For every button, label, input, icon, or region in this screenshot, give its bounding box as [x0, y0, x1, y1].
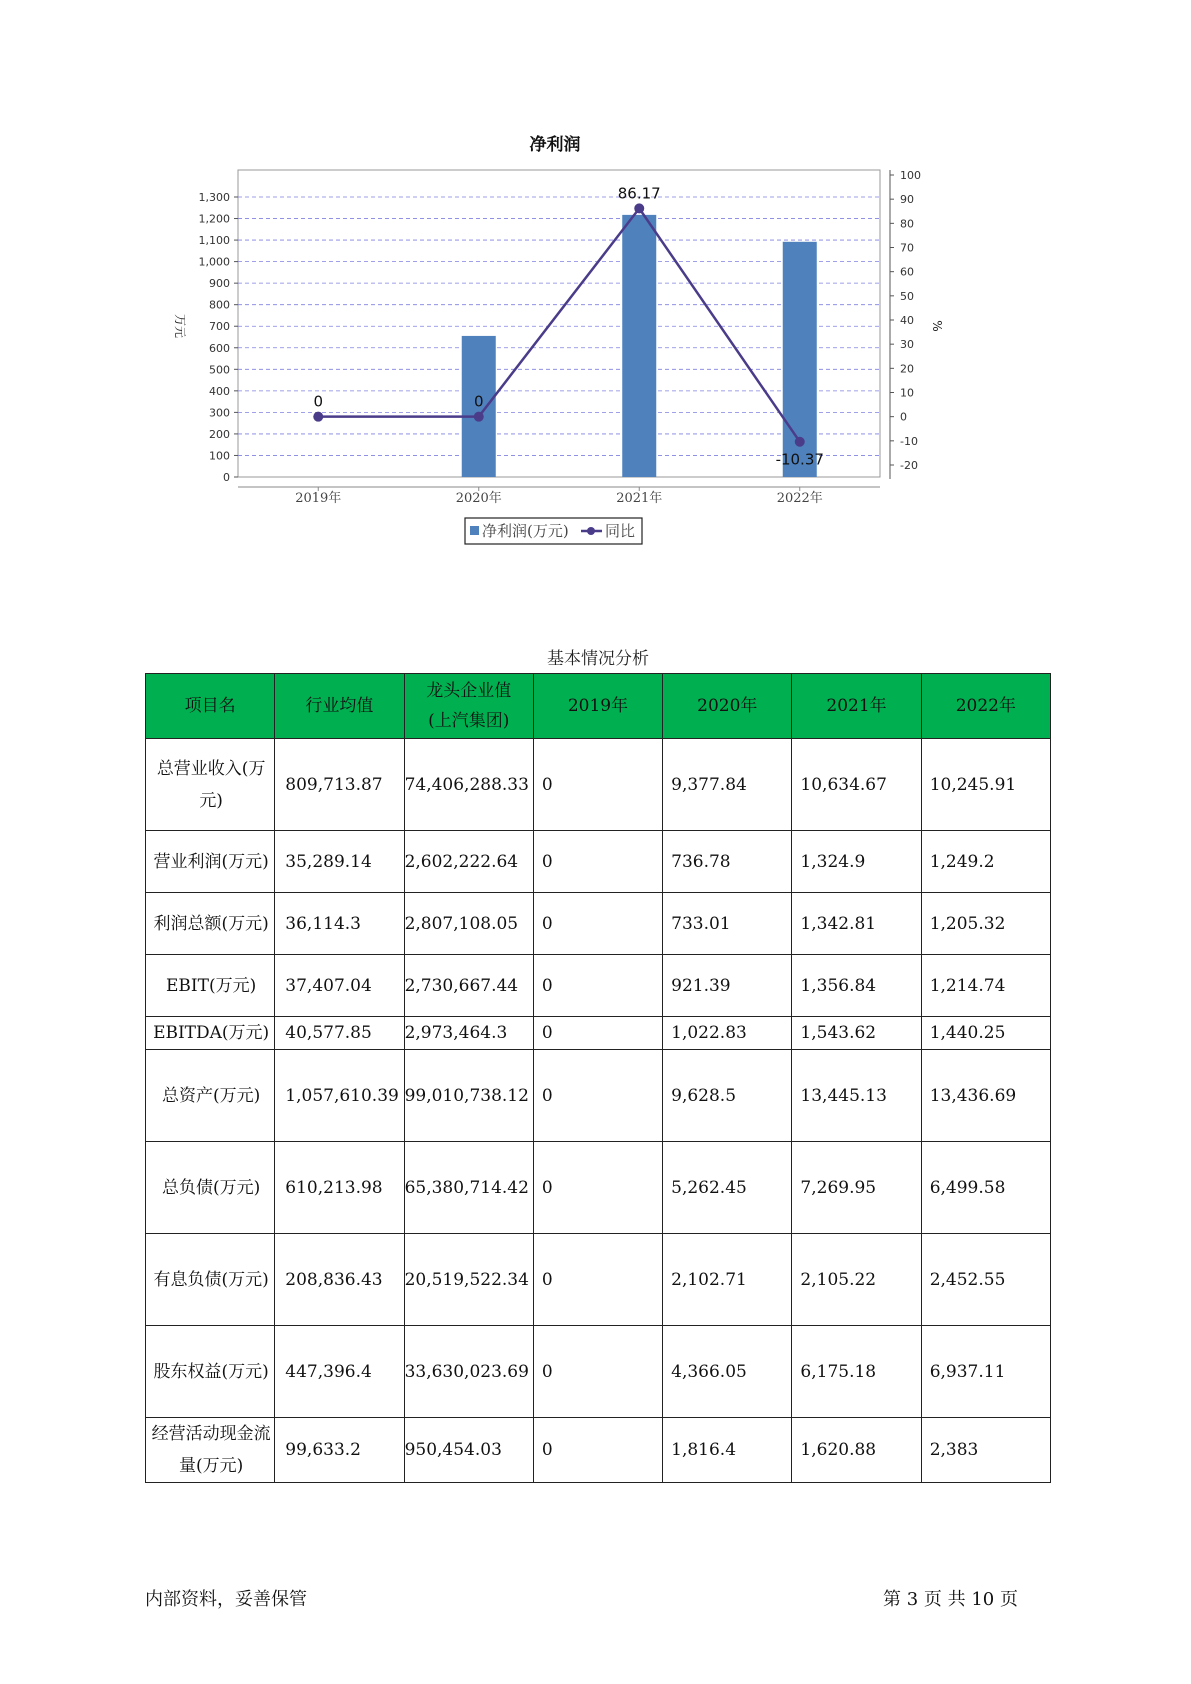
cell-item-name: 总负债(万元) [146, 1142, 275, 1234]
y2-tick-label: 80 [900, 217, 914, 231]
cell-2022: 1,214.74 [921, 955, 1050, 1017]
cell-2019: 0 [533, 1234, 662, 1326]
y-tick-label: 1,300 [198, 191, 230, 204]
cell-2020: 5,262.45 [663, 1142, 792, 1234]
cell-industry-avg: 35,289.14 [275, 831, 404, 893]
cell-leader-value: 2,602,222.64 [404, 831, 533, 893]
table-title: 基本情况分析 [547, 649, 649, 669]
cell-item-name: 利润总额(万元) [146, 893, 275, 955]
cell-2022: 13,436.69 [921, 1050, 1050, 1142]
y-tick-label: 500 [209, 363, 230, 377]
table-row [146, 1326, 1051, 1418]
cell-2022: 2,452.55 [921, 1234, 1050, 1326]
header-2020: 2020年 [663, 674, 792, 739]
net-profit-chart [150, 130, 1030, 600]
y-tick-label: 1,100 [198, 234, 230, 248]
cell-industry-avg: 36,114.3 [275, 893, 404, 955]
y2-tick-label: 30 [900, 338, 914, 352]
cell-2019: 0 [533, 739, 662, 831]
point-yoy [474, 412, 484, 422]
cell-2019: 0 [533, 1050, 662, 1142]
cell-industry-avg: 40,577.85 [275, 1017, 404, 1050]
table-row [146, 1418, 1051, 1483]
table-row [146, 831, 1051, 893]
table-row [146, 1017, 1051, 1050]
data-label-yoy: -10.37 [775, 450, 824, 469]
y2-tick-label: 20 [900, 362, 914, 376]
cell-2020: 4,366.05 [663, 1326, 792, 1418]
y-tick-label: 1,200 [198, 212, 230, 226]
cell-industry-avg: 99,633.2 [275, 1418, 404, 1483]
header-2021: 2021年 [792, 674, 921, 739]
cell-2022: 10,245.91 [921, 739, 1050, 831]
legend-swatch-bar [470, 526, 479, 535]
x-tick-label: 2019年 [295, 491, 342, 506]
cell-2019: 0 [533, 831, 662, 893]
cell-industry-avg: 610,213.98 [275, 1142, 404, 1234]
y-tick-label: 800 [209, 298, 230, 312]
cell-2020: 9,628.5 [663, 1050, 792, 1142]
line-yoy [318, 208, 800, 441]
cell-industry-avg: 1,057,610.39 [275, 1050, 404, 1142]
cell-2021: 1,324.9 [792, 831, 921, 893]
cell-industry-avg: 208,836.43 [275, 1234, 404, 1326]
y-tick-label: 400 [209, 384, 230, 398]
cell-2022: 6,499.58 [921, 1142, 1050, 1234]
footer-page-number: 第 3 页 共 10 页 [883, 1589, 1018, 1610]
cell-2022: 1,249.2 [921, 831, 1050, 893]
cell-2020: 1,022.83 [663, 1017, 792, 1050]
point-yoy [634, 203, 644, 213]
y-tick-label: 900 [209, 277, 230, 291]
y-tick-label: 600 [209, 341, 230, 355]
y-tick-label: 200 [209, 427, 230, 441]
point-yoy [795, 437, 805, 447]
table-row [146, 1234, 1051, 1326]
cell-2021: 1,342.81 [792, 893, 921, 955]
cell-leader-value: 2,807,108.05 [404, 893, 533, 955]
y2-tick-label: 50 [900, 289, 914, 303]
y2-tick-label: 100 [900, 169, 921, 182]
y2-axis-label: % [930, 320, 944, 332]
cell-2021: 10,634.67 [792, 739, 921, 831]
cell-2019: 0 [533, 893, 662, 955]
cell-industry-avg: 447,396.4 [275, 1326, 404, 1418]
header-2022: 2022年 [921, 674, 1050, 739]
cell-2022: 1,440.25 [921, 1017, 1050, 1050]
y2-tick-label: -20 [900, 459, 918, 472]
y2-tick-label: 40 [900, 314, 914, 327]
y-axis-label: 万元 [173, 313, 187, 339]
cell-2021: 1,356.84 [792, 955, 921, 1017]
table-row [146, 1050, 1051, 1142]
cell-item-name: 总资产(万元) [146, 1050, 275, 1142]
legend-label-yoy: 同比 [605, 522, 636, 540]
cell-2019: 0 [533, 1418, 662, 1483]
cell-2019: 0 [533, 1142, 662, 1234]
cell-leader-value: 2,973,464.3 [404, 1017, 533, 1050]
cell-industry-avg: 37,407.04 [275, 955, 404, 1017]
cell-2019: 0 [533, 1017, 662, 1050]
cell-industry-avg: 809,713.87 [275, 739, 404, 831]
cell-item-name: 股东权益(万元) [146, 1326, 275, 1418]
x-tick-label: 2021年 [616, 491, 663, 506]
cell-2021: 2,105.22 [792, 1234, 921, 1326]
legend-swatch-point [587, 527, 595, 535]
cell-2020: 921.39 [663, 955, 792, 1017]
cell-2020: 736.78 [663, 831, 792, 893]
cell-2021: 6,175.18 [792, 1326, 921, 1418]
cell-2021: 1,543.62 [792, 1017, 921, 1050]
point-yoy [313, 412, 323, 422]
x-tick-label: 2022年 [776, 491, 823, 506]
data-label-yoy: 0 [313, 392, 324, 411]
header-leader-line1: 龙头企业值 [426, 681, 512, 701]
y2-tick-label: 90 [900, 193, 914, 207]
header-item-name: 项目名 [146, 674, 275, 739]
cell-item-name: EBIT(万元) [146, 955, 275, 1017]
legend-label-net-profit: 净利润(万元) [482, 522, 569, 540]
cell-2020: 9,377.84 [663, 739, 792, 831]
cell-leader-value: 99,010,738.12 [404, 1050, 533, 1142]
footer-confidential-note: 内部资料，妥善保管 [145, 1589, 307, 1610]
cell-leader-value: 65,380,714.42 [404, 1142, 533, 1234]
y-tick-label: 300 [209, 406, 230, 420]
chart-title: 净利润 [529, 135, 581, 155]
table-header-row [146, 674, 1051, 739]
cell-2022: 2,383 [921, 1418, 1050, 1483]
cell-item-name: 营业利润(万元) [146, 831, 275, 893]
table-row [146, 1142, 1051, 1234]
header-leader-value [404, 674, 533, 739]
header-2019: 2019年 [533, 674, 662, 739]
cell-item-name: EBITDA(万元) [146, 1017, 275, 1050]
cell-2020: 733.01 [663, 893, 792, 955]
y2-tick-label: 10 [900, 386, 914, 400]
x-tick-label: 2020年 [455, 491, 502, 506]
cell-2022: 6,937.11 [921, 1326, 1050, 1418]
bar-net-profit [622, 215, 656, 477]
data-label-yoy: 0 [473, 392, 484, 411]
cell-leader-value: 33,630,023.69 [404, 1326, 533, 1418]
cell-2021: 7,269.95 [792, 1142, 921, 1234]
table-row [146, 955, 1051, 1017]
basic-analysis-table [145, 673, 1051, 1483]
cell-item-name: 总营业收入(万元) [146, 739, 275, 831]
data-label-yoy: 86.17 [617, 184, 661, 203]
chart-svg [150, 130, 1030, 600]
cell-leader-value: 950,454.03 [404, 1418, 533, 1483]
header-leader-line2: (上汽集团) [428, 711, 510, 731]
y-tick-label: 100 [209, 449, 230, 463]
cell-2021: 13,445.13 [792, 1050, 921, 1142]
y2-tick-label: 60 [900, 265, 914, 279]
cell-leader-value: 2,730,667.44 [404, 955, 533, 1017]
header-industry-avg: 行业均值 [275, 674, 404, 739]
cell-item-name: 经营活动现金流量(万元) [146, 1418, 275, 1483]
y2-tick-label: -10 [900, 434, 918, 448]
y-tick-label: 0 [223, 471, 230, 484]
cell-2021: 1,620.88 [792, 1418, 921, 1483]
y-tick-label: 1,000 [198, 255, 230, 269]
cell-2020: 2,102.71 [663, 1234, 792, 1326]
cell-leader-value: 74,406,288.33 [404, 739, 533, 831]
cell-2022: 1,205.32 [921, 893, 1050, 955]
cell-leader-value: 20,519,522.34 [404, 1234, 533, 1326]
cell-2019: 0 [533, 1326, 662, 1418]
table-row [146, 739, 1051, 831]
cell-2020: 1,816.4 [663, 1418, 792, 1483]
y2-tick-label: 70 [900, 241, 914, 255]
cell-item-name: 有息负债(万元) [146, 1234, 275, 1326]
y-tick-label: 700 [209, 320, 230, 334]
y2-tick-label: 0 [900, 410, 907, 424]
table-row [146, 893, 1051, 955]
cell-2019: 0 [533, 955, 662, 1017]
